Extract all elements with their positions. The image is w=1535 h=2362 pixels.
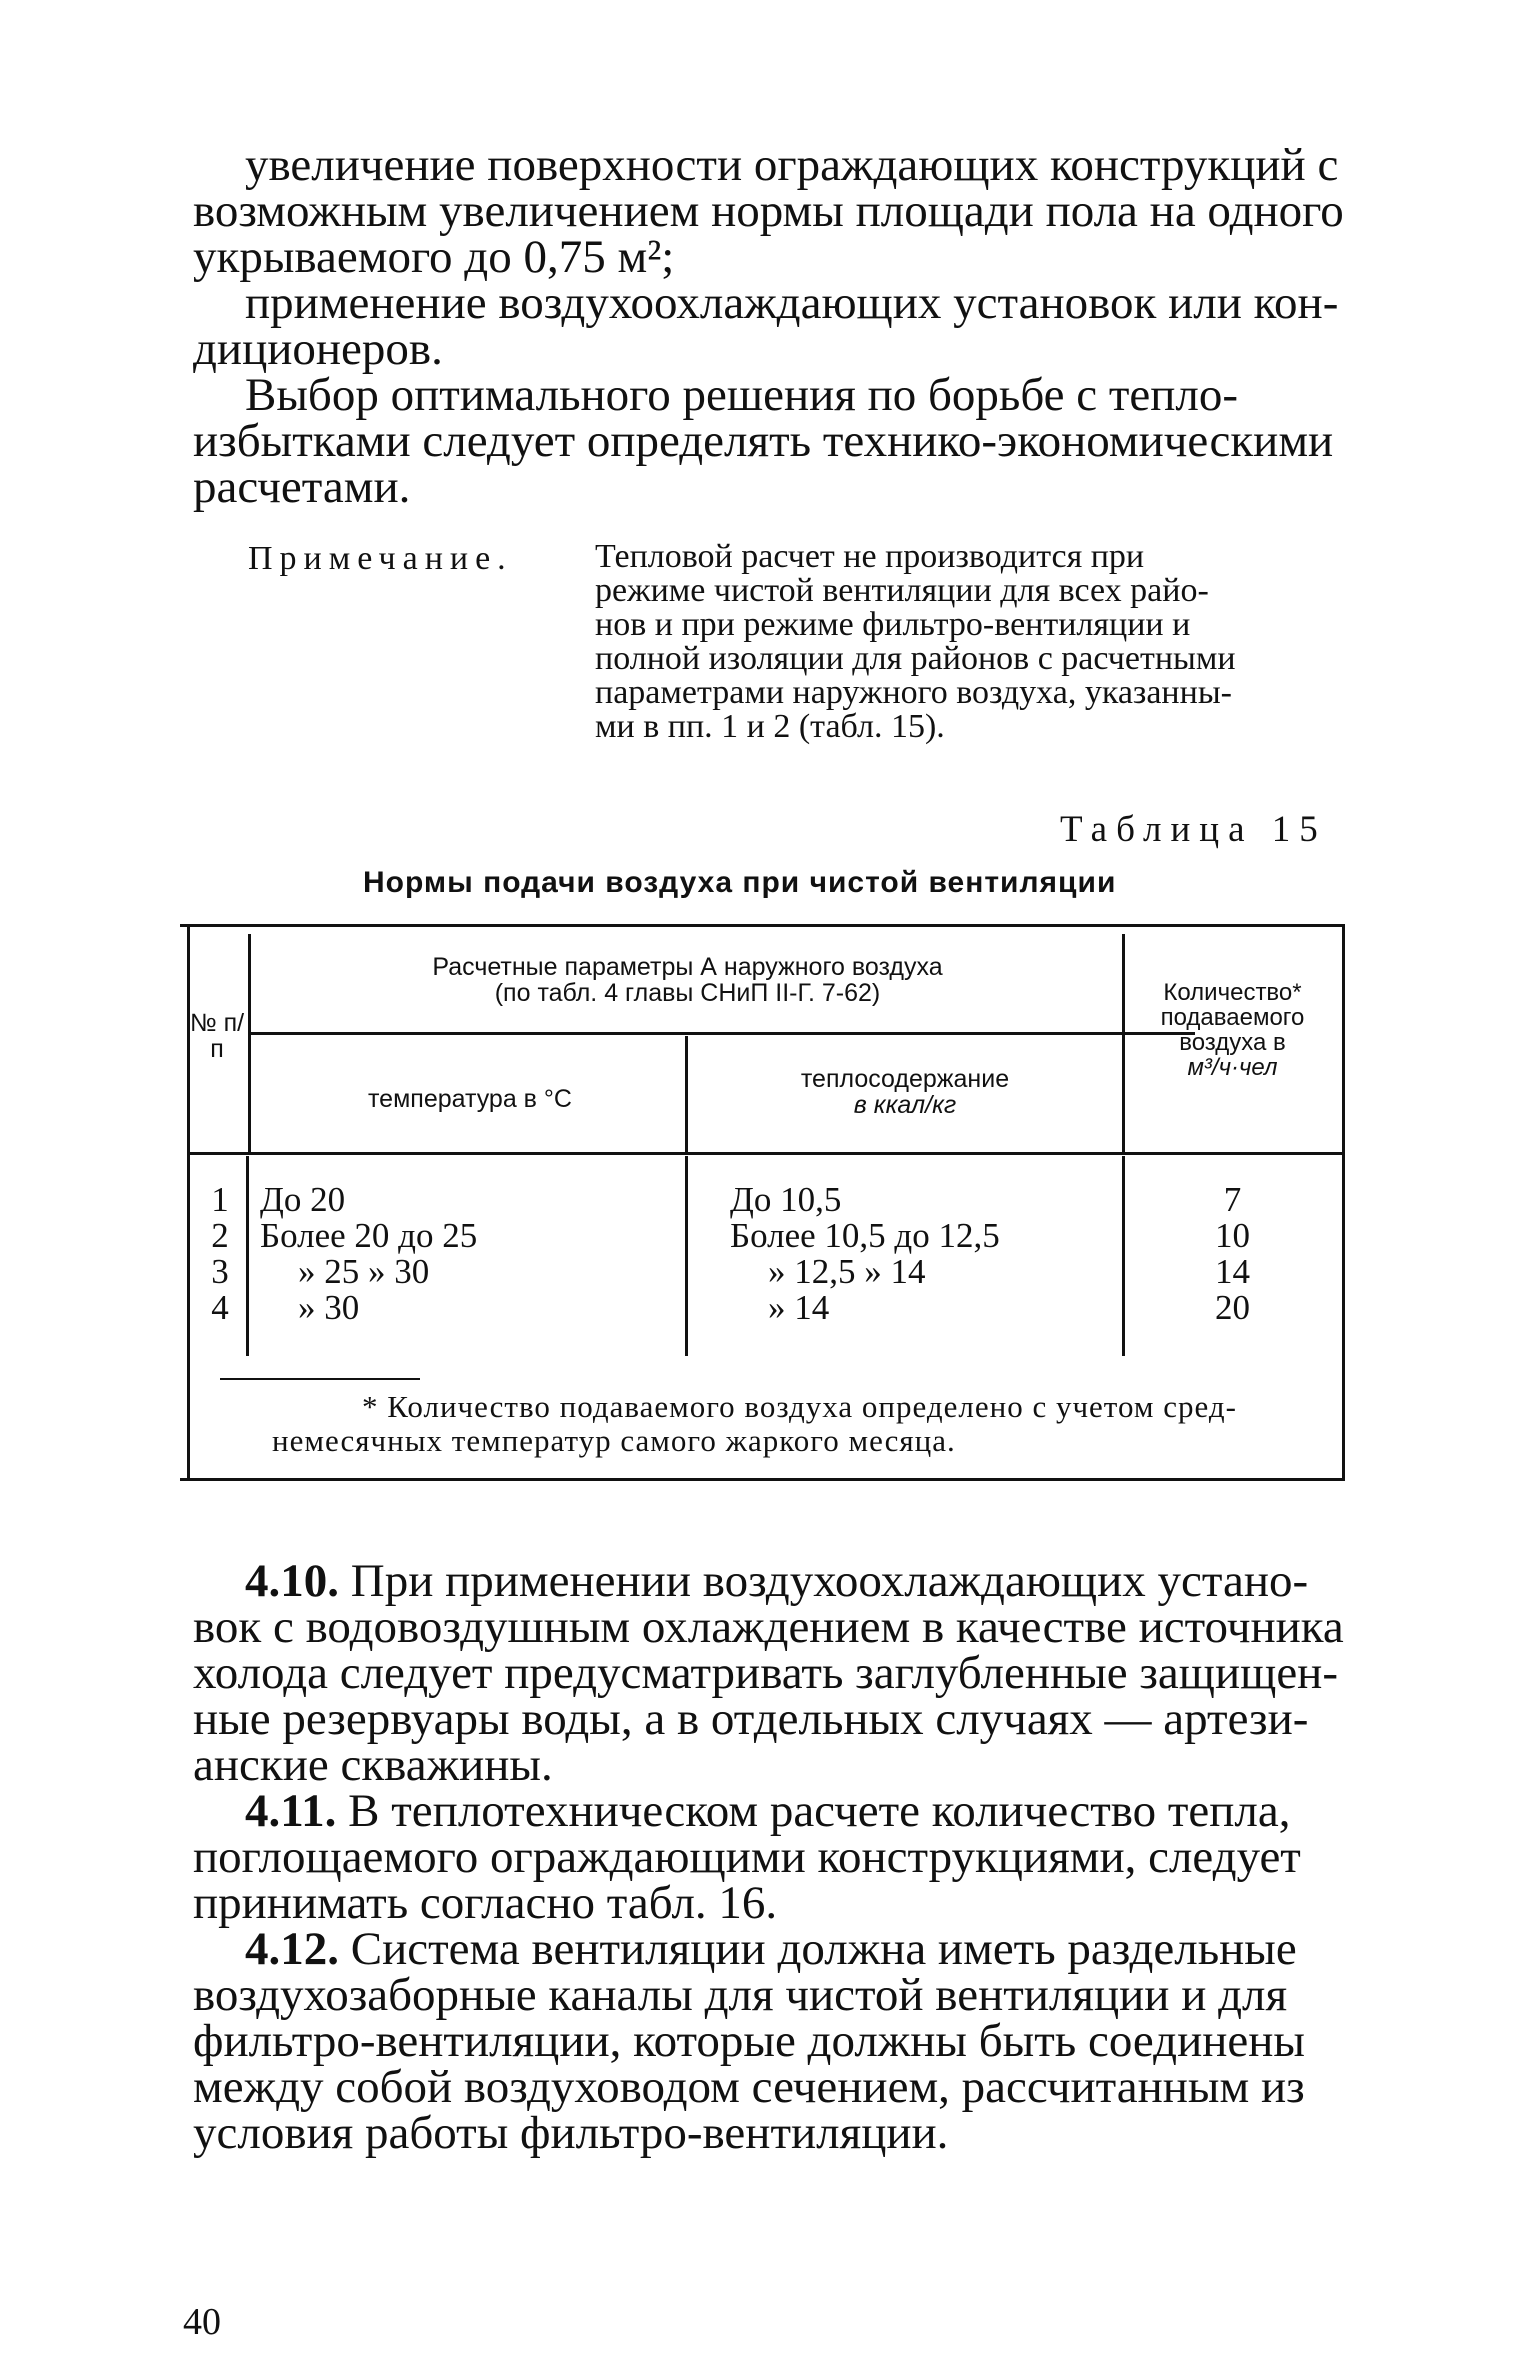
header-enthalpy: [690, 1066, 1120, 1118]
footnote-separator: [220, 1378, 420, 1380]
table-row-quantity: 14: [1215, 1252, 1250, 1291]
table-row-num: 2: [211, 1216, 229, 1255]
body-col-divider-1: [246, 1156, 249, 1356]
text-line: между собой воздуховодом сечением, рассчитанным из: [193, 2061, 1305, 2113]
note-label: Примечание.: [248, 540, 513, 577]
section-number: 4.12.: [245, 1923, 339, 1975]
header-quantity-line: Количество*: [1163, 979, 1302, 1006]
table-row-num: 3: [211, 1252, 229, 1291]
table-row-quantity: 7: [1223, 1180, 1242, 1219]
table-row-enthalpy: » 14: [768, 1288, 830, 1327]
text-line: воздухозаборные каналы для чистой вентиляции и для: [193, 1969, 1288, 2021]
section-4-12: [193, 1923, 1343, 2159]
section-number: 4.11.: [245, 1785, 337, 1837]
footnote-line: * Количество подаваемого воздуха определено с учетом сред-: [362, 1389, 1237, 1424]
table-row-quantity: 20: [1215, 1288, 1250, 1327]
table-bottom-rule: [180, 1478, 1345, 1481]
enthalpy-column: [730, 1182, 1120, 1326]
table-caption: Нормы подачи воздуха при чистой вентиляции: [363, 866, 1117, 899]
header-bottom-rule: [187, 1152, 1342, 1155]
header-num: № п/п: [189, 1009, 245, 1063]
section-4-10: [193, 1555, 1344, 1791]
header-quantity: [1125, 980, 1340, 1080]
table-row-enthalpy: Более 10,5 до 12,5: [730, 1216, 1000, 1255]
table-row-enthalpy: » 12,5 » 14: [768, 1252, 926, 1291]
col-divider-1: [248, 934, 251, 1152]
header-group: [255, 954, 1120, 1006]
note-line: Тепловой расчет не производится при: [595, 538, 1145, 575]
text-line: При применении воздухоохлаждающих устано-: [350, 1555, 1309, 1607]
text-line: применение воздухоохлаждающих установок или кон-: [245, 277, 1339, 329]
text-line: условия работы фильтро-вентиляции.: [193, 2107, 949, 2159]
header-group-line: (по табл. 4 главы СНиП II-Г. 7-62): [494, 979, 881, 1007]
text-line: принимать согласно табл. 16.: [193, 1877, 778, 1929]
section-4-11: [193, 1785, 1343, 1929]
air-supply-table: [180, 924, 1345, 1484]
note-line: режиме чистой вентиляции для всех райо-: [595, 572, 1209, 609]
temperature-column: [260, 1182, 680, 1326]
text-line: поглощаемого ограждающими конструкциями, следует: [193, 1831, 1301, 1883]
body-col-divider-2: [685, 1156, 688, 1356]
note-line: нов и при режиме фильтро-вентиляции и: [595, 606, 1191, 643]
note-line: полной изоляции для районов с расчетными: [595, 640, 1236, 677]
table-label: Таблица 15: [1060, 809, 1327, 850]
note-line: параметрами наружного воздуха, указанны-: [595, 674, 1232, 711]
table-row-enthalpy: До 10,5: [730, 1180, 842, 1219]
col-divider-2: [685, 1036, 688, 1152]
page-number: 40: [183, 2301, 221, 2343]
text-line: расчетами.: [193, 461, 411, 513]
text-line: Выбор оптимального решения по борьбе с тепло-: [245, 369, 1239, 421]
note-text: [595, 540, 1340, 744]
text-line: вок с водовоздушным охлаждением в качестве источника: [193, 1601, 1344, 1653]
text-line: фильтро-вентиляции, которые должны быть соединены: [193, 2015, 1305, 2067]
table-row-temperature: Более 20 до 25: [260, 1216, 478, 1255]
text-line: В теплотехническом расчете количество тепла,: [348, 1785, 1291, 1837]
table-footnote: [272, 1390, 1302, 1458]
table-row-temperature: » 30: [298, 1288, 360, 1327]
num-column: [200, 1182, 240, 1326]
text-line: возможным увеличением нормы площади пола на одного: [193, 185, 1344, 237]
table-top-rule: [180, 924, 1345, 927]
text-line: анские скважины.: [193, 1739, 553, 1791]
header-quantity-line: воздуха в: [1179, 1029, 1286, 1056]
header-enthalpy-line: в ккал/кг: [853, 1091, 957, 1119]
header-temperature: температура в °С: [368, 1085, 572, 1113]
footnote-line: немесячных температур самого жаркого месяца.: [272, 1423, 956, 1458]
quantity-column: [1125, 1182, 1340, 1326]
header-subdivider: [250, 1032, 1195, 1035]
table-right-border: [1342, 924, 1345, 1480]
intro-paragraph-2: [193, 277, 1343, 375]
note-line: ми в пп. 1 и 2 (табл. 15).: [595, 708, 945, 745]
header-enthalpy-line: теплосодержание: [800, 1065, 1010, 1093]
text-line: диционеров.: [193, 323, 443, 375]
intro-paragraph-1: [193, 139, 1344, 283]
header-group-line: Расчетные параметры А наружного воздуха: [432, 953, 943, 981]
table-row-num: 1: [211, 1180, 229, 1219]
text-line: холода следует предусматривать заглубленные защищен-: [193, 1647, 1338, 1699]
text-line: ные резервуары воды, а в отдельных случаях — артези-: [193, 1693, 1309, 1745]
table-row-quantity: 10: [1215, 1216, 1250, 1255]
text-line: Система вентиляции должна иметь раздельные: [350, 1923, 1297, 1975]
table-row-temperature: » 25 » 30: [298, 1252, 430, 1291]
text-line: избытками следует определять технико-экономическими: [193, 415, 1334, 467]
section-number: 4.10.: [245, 1555, 339, 1607]
text-line: увеличение поверхности ограждающих конструкций с: [245, 139, 1339, 191]
text-line: укрываемого до 0,75 м²;: [193, 231, 675, 283]
table-left-border: [187, 924, 190, 1480]
table-row-num: 4: [211, 1288, 229, 1327]
header-quantity-line: подаваемого: [1160, 1004, 1305, 1031]
intro-paragraph-3: [193, 369, 1343, 513]
table-row-temperature: До 20: [260, 1180, 346, 1219]
header-quantity-line: м³/ч·чел: [1187, 1054, 1278, 1081]
